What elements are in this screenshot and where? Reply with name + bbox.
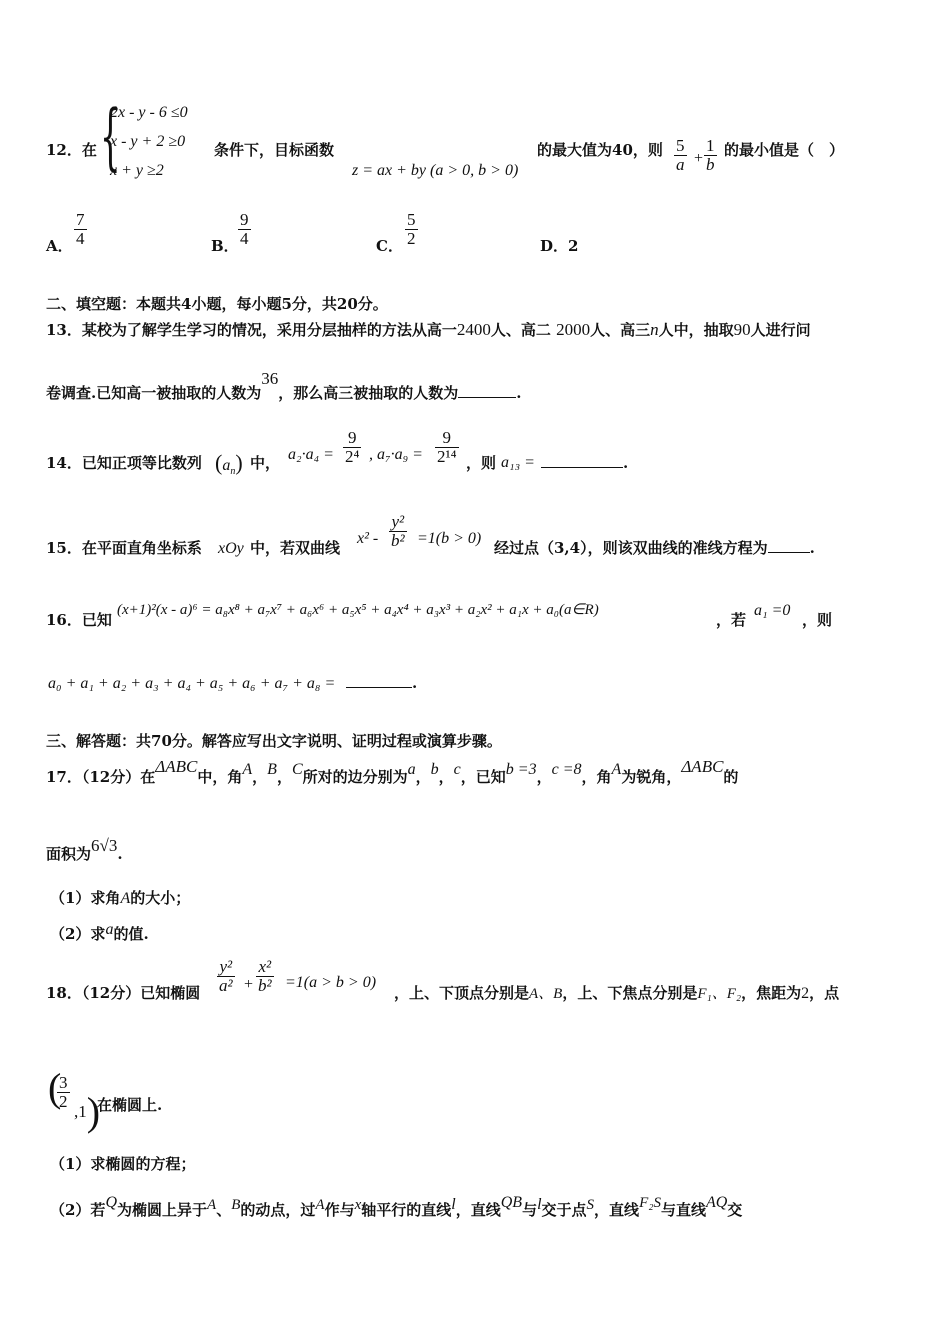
q12-option-b-value: $\frac{9}{4}$: [240, 210, 249, 248]
q16-sum-line: a₀ + a₁ + a₂ + a₃ + a₄ + a₅ + a₆ + a₇ + a₈ = .: [48, 674, 418, 692]
q14-sequence: $(a_n)$: [215, 450, 243, 478]
q12-option-a-label: A．: [46, 237, 73, 255]
q18-prefix: 18．（12分）已知椭圆: [46, 984, 201, 1002]
section-2-heading: 二、填空题：本题共4小题，每小题5分，共20分。: [46, 295, 388, 313]
q17-sub-2: （2）求a的值.: [50, 921, 149, 943]
q14-post: ，则: [466, 454, 497, 472]
q12-option-c-label: C．: [376, 237, 403, 255]
q14-frac-1: $\frac{9}{\text{2⁴}}$: [345, 428, 360, 466]
q12-plus: +: [694, 150, 704, 167]
q18-sub-1: （1）求椭圆的方程；: [50, 1155, 196, 1173]
q16-mid: ，若: [716, 611, 747, 629]
q15-eq-rest: =1(b > 0): [417, 530, 482, 547]
q13-line-1: 13．某校为了解学生学习的情况，采用分层抽样的方法从高一2400人、高二 2000人、高三n人中，抽取90人进行问: [46, 320, 811, 339]
q12-constraint-system: [100, 94, 215, 184]
section-3-heading: 三、解答题：共70分。解答应写出文字说明、证明过程或演算步骤。: [46, 732, 502, 750]
q18-frac-x: $\frac{\text{x²}}{\text{b²}}$: [258, 957, 272, 995]
q18-sub-2: （2）若Q为椭圆上异于A、B的动点，过A作与x轴平行的直线l，直线QB与l交于点S，直线F₂S与直线AQ交: [50, 1194, 743, 1219]
constraint-2: x - y + 2 ≥0: [110, 133, 186, 150]
q12-condition-text: 条件下，目标函数: [214, 141, 335, 159]
q15-answer-blank[interactable]: [768, 551, 810, 553]
q14-frac-2: $\frac{9}{\text{2¹⁴}}$: [437, 428, 457, 466]
q17-sub-1: （1）求角A的大小；: [50, 889, 191, 907]
q17-line-1: 17．（12分）在ΔABC中，角A，B，C所对的边分别为a，b，c，已知b =3，c =8，角A为锐角，ΔABC的: [46, 757, 739, 786]
q18-eq: =1(a > b > 0): [285, 974, 377, 991]
q17-area-line: 面积为6√3.: [46, 836, 123, 863]
q15-frac: $\frac{\text{y²}}{\text{b²}}$: [391, 512, 405, 550]
q16-post: ，则: [802, 611, 833, 629]
q16-equation: (x+1)²(x - a)⁶ = a₈x⁸ + a₇x⁷ + a₆x⁶ + a₅x⁵ + a₄x⁴ + a₃x³ + a₂x² + a₁x + a₀(a∈R): [117, 602, 599, 618]
q18-point-frac: $\frac{3}{2}$: [59, 1073, 68, 1111]
q16-cond: a₁ =0: [754, 602, 791, 619]
q15-prefix: 15．在平面直角坐标系: [46, 539, 202, 557]
q15-post: 经过点（3,4），则该双曲线的准线方程为 .: [494, 539, 815, 557]
q18-frac-y: $\frac{\text{y²}}{\text{a²}}$: [219, 957, 233, 995]
q12-option-d: D．2: [540, 237, 579, 255]
q12-objective: z = ax + by (a > 0, b > 0): [352, 162, 519, 179]
q12-text-max: 的最大值为40，则: [537, 141, 663, 159]
q14-prefix: 14．已知正项等比数列: [46, 454, 202, 472]
q14-a13: a₁₃ =: [501, 454, 535, 471]
q14-answer-blank[interactable]: [541, 466, 623, 468]
constraint-3: x + y ≥2: [110, 162, 164, 179]
q18-plus: +: [244, 976, 254, 993]
q12-option-c-value: $\frac{5}{2}$: [407, 210, 416, 248]
q16-prefix: 16．已知: [46, 611, 112, 629]
q12-frac-5a: $\frac{5}{a}$: [676, 136, 685, 174]
q15-mid: 中，若双曲线: [250, 539, 341, 557]
q12-option-b-label: B．: [211, 237, 239, 255]
q14-mid: 中，: [250, 454, 281, 472]
q14-expr-2: , a₇·a₉ =: [369, 446, 423, 463]
q13-answer-blank[interactable]: [458, 396, 516, 398]
q14-expr-1: a₂·a₄ =: [288, 446, 334, 463]
q12-option-a-value: $\frac{7}{4}$: [76, 210, 85, 248]
q14-answer: .: [541, 455, 628, 472]
q18-line-1-rest: ，上、下顶点分别是A、B，上、下焦点分别是F₁、F₂，焦距为2，点: [394, 984, 840, 1002]
q18-point-rest: ,1): [74, 1089, 101, 1134]
q15-eq-x2: x² -: [357, 530, 379, 547]
left-brace-icon: {: [100, 94, 121, 178]
q15-xoy: xOy: [218, 540, 244, 557]
q18-on-ellipse: 在椭圆上.: [97, 1096, 163, 1114]
q12-text-min: 的最小值是（ ）: [724, 141, 845, 159]
q12-number: 12．在: [46, 141, 97, 159]
q12-frac-1b: $\frac{1}{b}$: [706, 136, 715, 174]
q16-answer-blank[interactable]: [346, 686, 412, 688]
q13-line-2: 卷调查.已知高一被抽取的人数为36，那么高三被抽取的人数为 .: [46, 369, 522, 402]
constraint-1: 2x - y - 6 ≤0: [110, 104, 188, 121]
